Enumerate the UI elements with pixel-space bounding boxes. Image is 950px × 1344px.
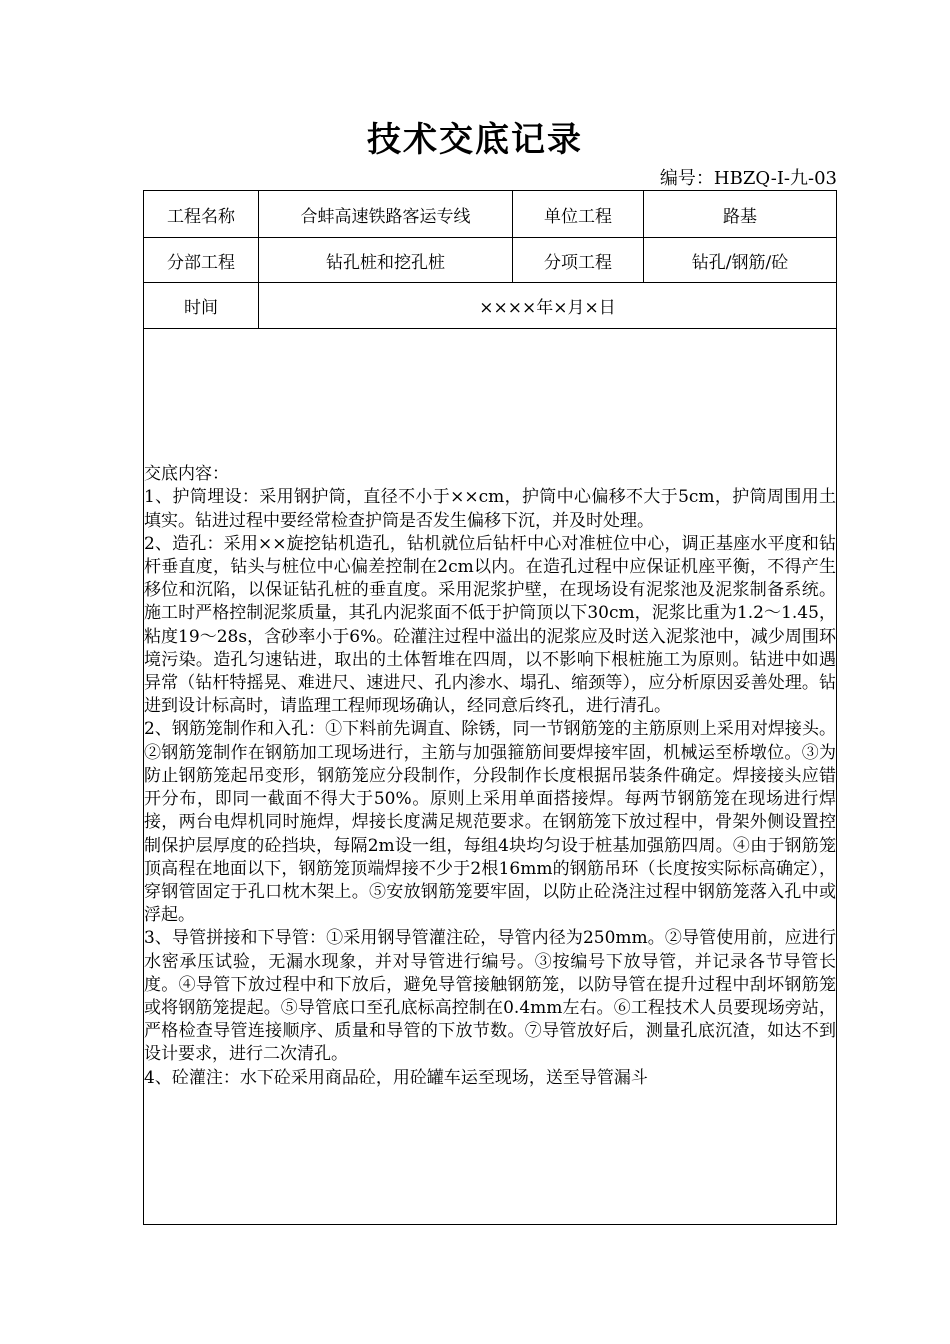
time-value: ××××年×月×日 xyxy=(259,283,837,329)
content-paragraph-5: 4、砼灌注：水下砼采用商品砼，用砼罐车运至现场，送至导管漏斗 xyxy=(144,1067,648,1088)
unit-project-value: 路基 xyxy=(644,191,837,238)
time-label: 时间 xyxy=(144,283,259,329)
content-paragraph-2: 2、造孔：采用××旋挖钻机造孔，钻机就位后钻杆中心对准桩位中心，调正基座水平度和钻杆垂直度，钻头与桩位中心偏差控制在2cm以内。在造孔过程中应保证机座平衡，不得产生移位和沉陷，以保证钻孔桩的垂直度。采用泥浆护壁，在现场设有泥浆池及泥浆制备系统。施工时严格控制泥浆质量，其孔内泥浆面不低于护筒顶以下30cm，泥浆比重为1.2～1.45，粘度19～28s，含砂率小于6%。砼灌注过程中溢出的泥浆应及时送入泥浆池中，减少周围环境污染。造孔匀速钻进，取出的土体暂堆在四周，以不影响下根桩施工为原则。钻进中如遇异常（钻杆特摇晃、难进尺、速进尺、孔内渗水、塌孔、缩颈等），应分析原因妥善处理。钻进到设计标高时，请监理工程师现场确认，经同意后终孔，进行清孔。 xyxy=(144,533,836,717)
document-number: 编号：HBZQ-Ⅰ-九-03 xyxy=(659,168,837,189)
content-paragraph-3: 2、钢筋笼制作和入孔：①下料前先调直、除锈，同一节钢筋笼的主筋原则上采用对焊接头。②钢筋笼制作在钢筋加工现场进行，主筋与加强箍筋间要焊接牢固，机械运至桥墩位。③为防止钢筋笼起吊变形，钢筋笼应分段制作，分段制作长度根据吊装条件确定。焊接接头应错开分布，即同一截面不得大于50%。原则上采用单面搭接焊。每两节钢筋笼在现场进行焊接，两台电焊机同时施焊，焊接长度满足规范要求。在钢筋笼下放过程中，骨架外侧设置控制保护层厚度的砼挡块，每隔2m设一组，每组4块均匀设于桩基加强筋四周。④由于钢筋笼顶高程在地面以下，钢筋笼顶端焊接不少于2根16mm的钢筋吊环（长度按实际标高确定），穿钢管固定于孔口枕木架上。⑤安放钢筋笼要牢固，以防止砼浇注过程中钢筋笼落入孔中或浮起。 xyxy=(144,719,836,926)
table-row xyxy=(144,283,837,329)
project-name-value: 合蚌高速铁路客运专线 xyxy=(259,191,513,238)
project-name-label: 工程名称 xyxy=(144,191,259,238)
content-paragraph-1: 1、护筒埋设：采用钢护筒，直径不小于××cm，护筒中心偏移不大于5cm，护筒周围用土填实。钻进过程中要经常检查护筒是否发生偏移下沉，并及时处理。 xyxy=(144,487,836,531)
record-table xyxy=(143,190,837,1225)
subitem-label: 分项工程 xyxy=(513,238,644,283)
division-label: 分部工程 xyxy=(144,238,259,283)
unit-project-label: 单位工程 xyxy=(513,191,644,238)
document-title: 技术交底记录 xyxy=(367,120,583,160)
table-row xyxy=(144,329,837,1225)
subitem-value: 钻孔/钢筋/砼 xyxy=(644,238,837,283)
table-row xyxy=(144,191,837,238)
briefing-content xyxy=(144,329,837,1225)
content-paragraph-4: 3、导管拼接和下导管：①采用钢导管灌注砼，导管内径为250mm。②导管使用前，应进行水密承压试验，无漏水现象，并对导管进行编号。③按编号下放导管，并记录各节导管长度。④导管下放过程中和下放后，避免导管接触钢筋笼，以防导管在提升过程中刮坏钢筋笼或将钢筋笼提起。⑤导管底口至孔底标高控制在0.4mm左右。⑥工程技术人员要现场旁站，严格检查导管连接顺序、质量和导管的下放节数。⑦导管放好后，测量孔底沉渣，如达不到设计要求，进行二次清孔。 xyxy=(144,928,836,1065)
table-row xyxy=(144,238,837,283)
division-value: 钻孔桩和挖孔桩 xyxy=(259,238,513,283)
content-heading: 交底内容： xyxy=(144,464,229,485)
